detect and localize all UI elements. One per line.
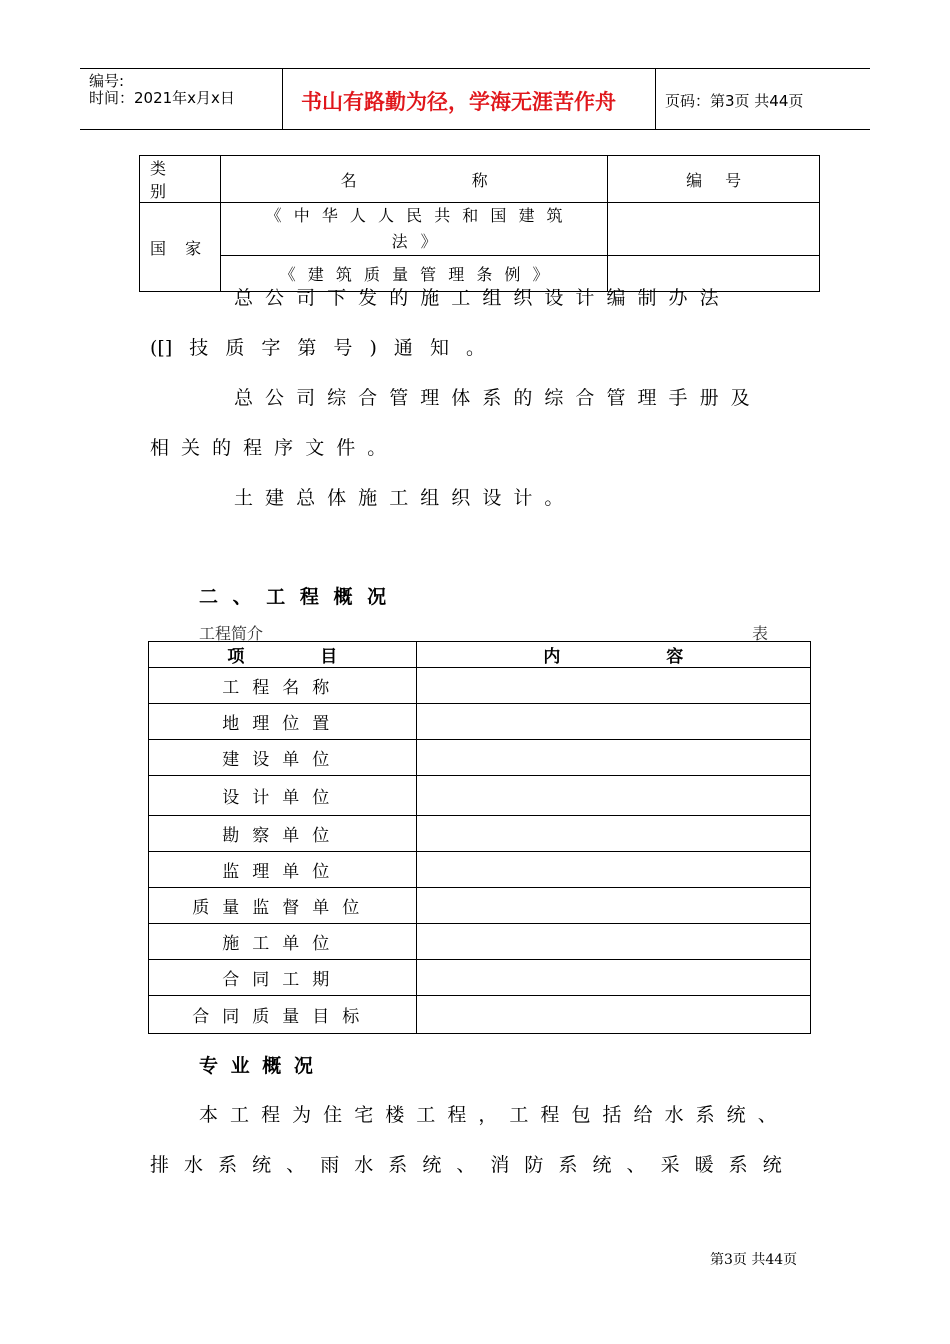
header-page-label: 页码：第3页 共44页 [665, 92, 804, 110]
ref-name-cell: 《 建 筑 质 量 管 理 条 例 》 [220, 256, 607, 292]
header-time-label: 时间：2021年x月x日 [89, 89, 235, 107]
row-label: 合同工期 [149, 960, 417, 996]
page-footer: 第3页 共44页 [710, 1252, 798, 1268]
table-row [149, 668, 811, 704]
row-label: 勘察单位 [149, 816, 417, 852]
table-row [149, 924, 811, 960]
paragraph-3: 土 建 总 体 施 工 组 织 设 计 。 [234, 487, 564, 509]
paragraph-1-line-1: 总 公 司 下 发 的 施 工 组 织 设 计 编 制 办 法 [234, 287, 719, 309]
row-value [416, 888, 810, 924]
ref-code-cell [608, 203, 820, 256]
project-table-header-row [149, 642, 811, 668]
project-header-content: 内 容 [416, 642, 810, 668]
table-row [149, 740, 811, 776]
row-label: 工程名称 [149, 668, 417, 704]
reference-table-row [140, 203, 820, 256]
row-value [416, 776, 810, 816]
header-divider-right [655, 68, 656, 129]
ref-header-name: 名 称 [220, 156, 607, 203]
specialty-line-1: 本 工 程 为 住 宅 楼 工 程 ， 工 程 包 括 给 水 系 统 、 [199, 1104, 777, 1126]
row-value [416, 704, 810, 740]
table-row [149, 852, 811, 888]
specialty-heading: 专 业 概 况 [199, 1055, 313, 1077]
paragraph-1-line-2: ([] 技 质 字 第 号 ) 通 知 。 [150, 337, 486, 359]
table-row [149, 960, 811, 996]
row-label: 建设单位 [149, 740, 417, 776]
paragraph-2-line-2: 相 关 的 程 序 文 件 。 [150, 437, 387, 459]
specialty-line-2: 排 水 系 统 、 雨 水 系 统 、 消 防 系 统 、 采 暖 系 统 [150, 1154, 782, 1176]
section-heading: 二 、 工 程 概 况 [199, 586, 387, 608]
ref-header-category: 类 别 [140, 156, 221, 203]
row-value [416, 960, 810, 996]
row-label: 质量监督单位 [149, 888, 417, 924]
ref-header-code: 编 号 [608, 156, 820, 203]
ref-name-cell [220, 203, 607, 256]
row-label: 合同质量目标 [149, 996, 417, 1034]
ref-name-line2: 法 》 [391, 232, 437, 251]
table-row [149, 888, 811, 924]
table-row [149, 996, 811, 1034]
reference-table [139, 155, 820, 292]
table-caption-right: 表 [752, 624, 769, 643]
table-row [149, 776, 811, 816]
header-top-rule [80, 68, 870, 69]
table-caption: 工程简介 [199, 624, 264, 643]
ref-name-line1: 《 中 华 人 人 民 共 和 国 建 筑 [265, 206, 563, 225]
row-label: 监理单位 [149, 852, 417, 888]
header-bottom-rule [80, 129, 870, 130]
project-header-item: 项 目 [149, 642, 417, 668]
row-label: 施工单位 [149, 924, 417, 960]
ref-category-cell: 国 家 [140, 203, 221, 292]
reference-table-header-row [140, 156, 820, 203]
paragraph-2-line-1: 总 公 司 综 合 管 理 体 系 的 综 合 管 理 手 册 及 [234, 387, 750, 409]
row-value [416, 996, 810, 1034]
table-row [149, 816, 811, 852]
header-divider-left [282, 68, 283, 129]
row-value [416, 852, 810, 888]
table-row [149, 704, 811, 740]
row-label: 地理位置 [149, 704, 417, 740]
row-value [416, 924, 810, 960]
header-motto: 书山有路勤为径，学海无涯苦作舟 [301, 90, 616, 114]
row-value [416, 740, 810, 776]
header-number-label: 编号: [89, 72, 125, 90]
row-value [416, 816, 810, 852]
row-label: 设计单位 [149, 776, 417, 816]
project-summary-table [148, 641, 811, 1034]
row-value [416, 668, 810, 704]
